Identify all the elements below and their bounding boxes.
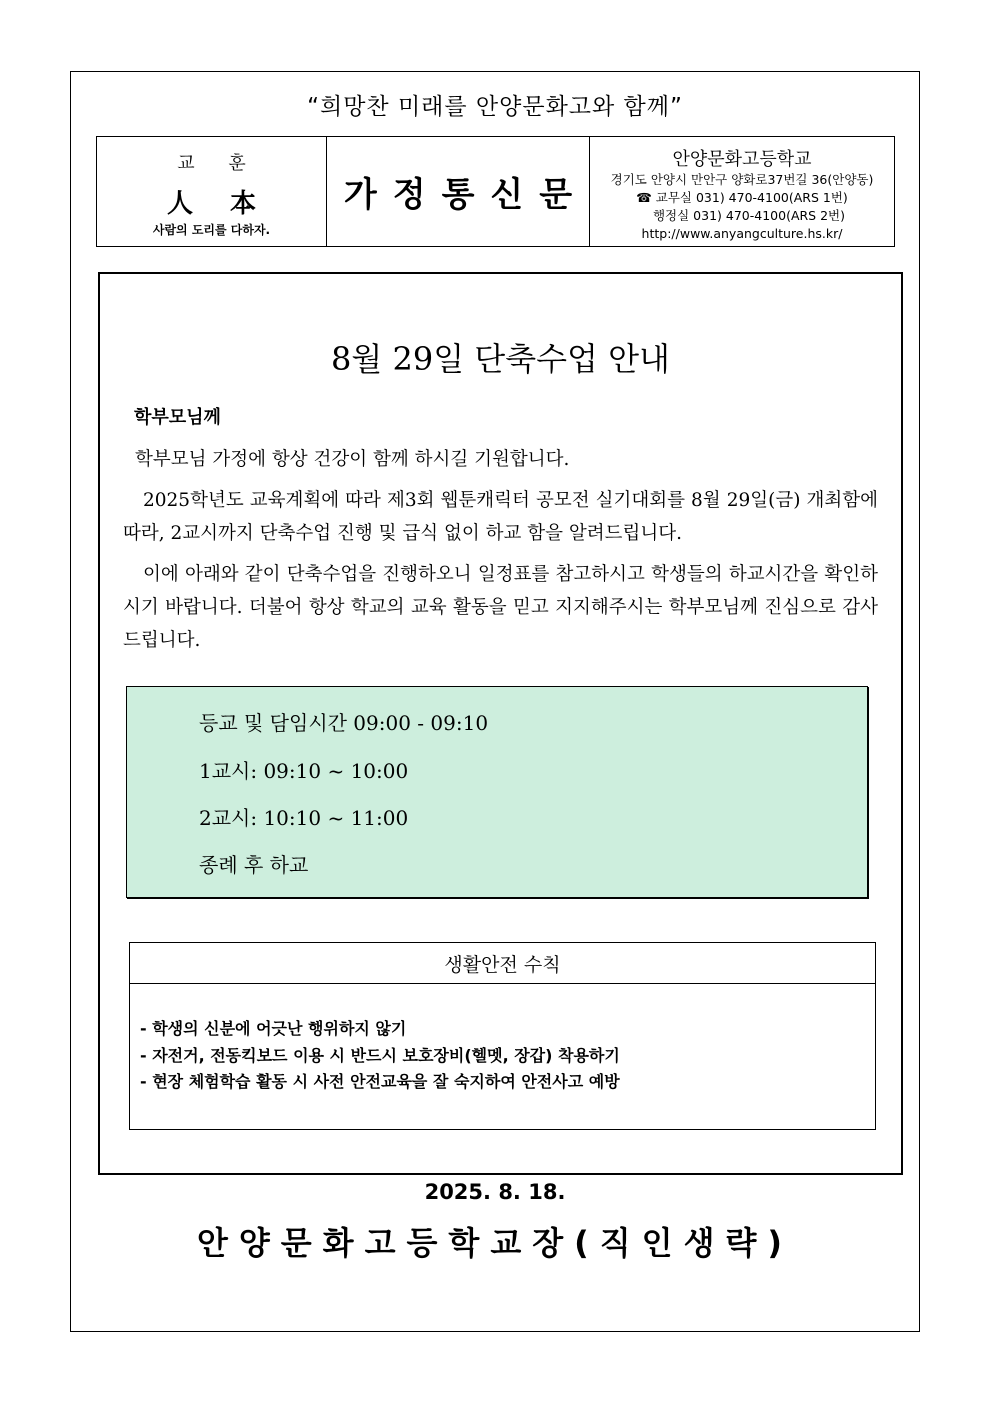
admin-phone: 행정실 031) 470-4100(ARS 2번) <box>652 208 845 223</box>
schedule-item: 1교시: 09:10 ~ 10:00 <box>199 759 409 783</box>
school-name: 안양문화고등학교 <box>672 149 812 170</box>
safety-rule-item: - 현장 체험학습 활동 시 사전 안전교육을 잘 숙지하여 안전사고 예방 <box>140 1072 620 1091</box>
kyohun-value: 人 本 <box>166 189 271 219</box>
newsletter-title: 가정통신문 <box>343 175 589 215</box>
schedule-box <box>126 686 868 898</box>
notice-title: 8월 29일 단축수업 안내 <box>331 340 670 378</box>
safety-rules-box <box>129 942 876 1130</box>
kyohun-description: 사람의 도리를 다하자. <box>152 223 271 237</box>
school-motto: “희망찬 미래를 안양문화고와 함께” <box>307 94 683 120</box>
principal-signature: 안양문화고등학교장(직인생략) <box>196 1224 794 1262</box>
safety-rules-title: 생활안전 수칙 <box>130 943 875 984</box>
kyohun-label: 교 훈 <box>177 153 260 174</box>
letterhead-table <box>96 136 895 247</box>
office-phone: ☎ 교무실 031) 470-4100(ARS 1번) <box>636 190 848 205</box>
paragraph-announcement: 2025학년도 교육계획에 따라 제3회 웹툰캐릭터 공모전 실기대회를 8월 29일(금) 개최함에 따라, 2교시까지 단축수업 진행 및 급식 없이 하교 함을 알려드립니다. <box>123 490 878 544</box>
paragraph-request: 이에 아래와 같이 단축수업을 진행하오니 일정표를 참고하시고 학생들의 하교시간을 확인하시기 바랍니다. 더불어 항상 학교의 교육 활동을 믿고 지지해주시는 학부모님께 진심으로 감사드립니다. <box>123 564 878 651</box>
school-address: 경기도 안양시 만안구 양화로37번길 36(안양동) <box>610 172 874 187</box>
schedule-item: 등교 및 담임시간 09:00 - 09:10 <box>199 711 489 735</box>
salutation: 학부모님께 <box>134 407 221 428</box>
schedule-item: 2교시: 10:10 ~ 11:00 <box>199 806 409 830</box>
kyohun-cell <box>97 137 327 246</box>
safety-rules-list <box>140 1016 620 1096</box>
issue-date: 2025. 8. 18. <box>424 1180 566 1204</box>
schedule-item: 종례 후 하교 <box>199 853 309 877</box>
safety-rule-item: - 학생의 신분에 어긋난 행위하지 않기 <box>140 1019 407 1038</box>
safety-rule-item: - 자전거, 전동킥보드 이용 시 반드시 보호장비(헬멧, 장갑) 착용하기 <box>140 1045 620 1065</box>
newsletter-title-cell <box>327 137 590 246</box>
school-contact <box>590 171 894 243</box>
school-info-cell <box>590 137 894 246</box>
school-website[interactable]: http://www.anyangculture.hs.kr/ <box>641 226 843 241</box>
paragraph-greeting: 학부모님 가정에 항상 건강이 함께 하시길 기원합니다. <box>135 449 570 470</box>
